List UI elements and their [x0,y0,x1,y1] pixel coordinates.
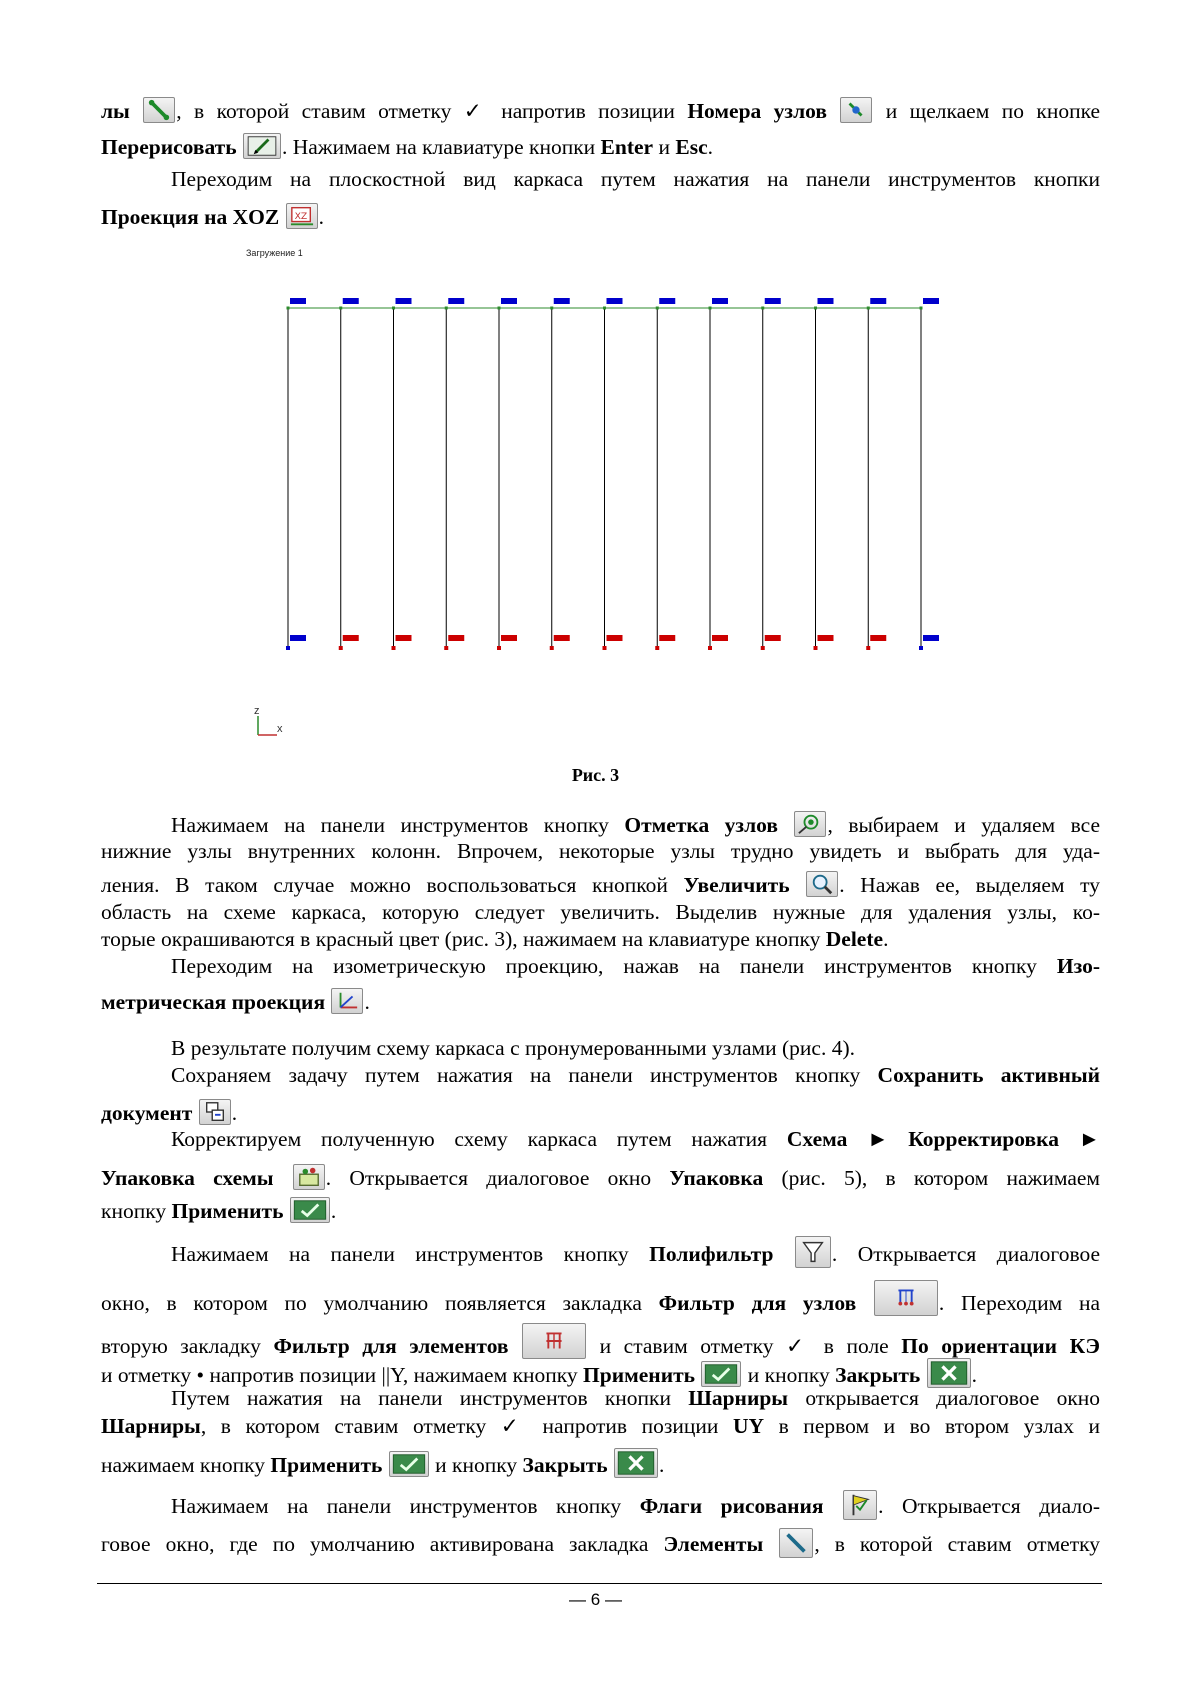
top-node-label [818,298,834,304]
frame-diagram [240,248,960,748]
text-line: метрическая проекция . [101,990,370,1014]
top-node [392,307,395,310]
svg-text:XZ: XZ [294,210,307,222]
top-node-label [554,298,570,304]
top-node [709,307,712,310]
apply-icon [290,1197,330,1223]
bottom-node-label [396,635,412,641]
bottom-node [919,646,923,650]
display-flags-icon [143,97,175,123]
top-node [339,307,342,310]
node-numbers-icon [840,97,872,123]
text-line: Корректируем полученную схему каркаса путем нажатия Схема ► Корректировка ► [171,1127,1101,1151]
bottom-node [866,646,870,650]
top-node [287,307,290,310]
top-node-label [396,298,412,304]
apply-icon [389,1451,429,1477]
text-line: лы , в которой ставим отметку ✓ напротив позиции Номера узлов и щелкаем по кнопке [101,99,1101,123]
text-line: Сохраняем задачу путем нажатия на панели инструментов кнопку Сохранить активный [171,1063,1101,1087]
pack-scheme-icon [293,1164,325,1190]
close-icon [614,1448,658,1478]
text-line: ления. В таком случае можно воспользоваться кнопкой Увеличить . Нажав ее, выделяем ту [101,873,1101,897]
bottom-node [550,646,554,650]
text-line: Путем нажатия на панели инструментов кнопки Шарниры открывается диалоговое окно [171,1386,1101,1410]
text-line: область на схеме каркаса, которую следует увеличить. Выделив нужные для удаления узлы, ко- [101,900,1100,924]
top-node-label [659,298,675,304]
text-line: окно, в котором по умолчанию появляется закладка Фильтр для узлов . Переходим на [101,1280,1100,1317]
top-node-label [607,298,623,304]
bottom-node-label [290,635,306,641]
text-line: Упаковка схемы . Открывается диалоговое окно Упаковка (рис. 5), в котором нажимаем [101,1166,1101,1190]
bottom-node [497,646,501,650]
text-line: нижние узлы внутренних колонн. Впрочем, некоторые узлы трудно увидеть и выбрать для уда- [101,839,1100,863]
bottom-node [708,646,712,650]
close-icon [927,1358,971,1388]
bottom-node-label [501,635,517,641]
text-line: Нажимаем на панели инструментов кнопку Полифильтр . Открывается диалоговое [171,1236,1100,1268]
text-line: Переходим на изометрическую проекцию, нажав на панели инструментов кнопку Изо- [171,954,1101,978]
figure-caption: Рис. 3 [571,765,620,785]
text-line: В результате получим схему каркаса с пронумерованными узлами (рис. 4). [171,1036,855,1060]
top-node [550,307,553,310]
polyfilter-icon [795,1236,831,1268]
redraw-pencil-icon [243,133,281,159]
text-line: нажимаем кнопку Применить и кнопку Закрыть . [101,1448,1100,1479]
axis-z-label: z [254,705,260,717]
text-line: Шарниры, в котором ставим отметку ✓ напротив позиции UY в первом и во втором узлах и [101,1414,1101,1438]
bottom-node-label [448,635,464,641]
bottom-node [444,646,448,650]
bottom-node [603,646,607,650]
axis-triad-icon [252,713,282,743]
bottom-node-label [343,635,359,641]
top-node [867,307,870,310]
mark-nodes-icon [794,811,826,837]
bottom-node-label [554,635,570,641]
top-node-label [712,298,728,304]
top-node [814,307,817,310]
bottom-node [286,646,290,650]
top-node-label [448,298,464,304]
bottom-node [339,646,343,650]
bottom-node [761,646,765,650]
top-node-label [765,298,781,304]
text-line: торые окрашиваются в красный цвет (рис. 3), нажимаем на клавиатуре кнопку Delete. [101,927,889,951]
top-node [445,307,448,310]
isometric-projection-icon [331,988,363,1014]
text-line: Перерисовать . Нажимаем на клавиатуре кнопки Enter и Esc. [101,135,713,159]
text-line: Переходим на плоскостной вид каркаса путем нажатия на панели инструментов кнопки [171,167,1100,191]
bottom-node-label [870,635,886,641]
axis-x-label: x [277,723,283,735]
top-node-label [290,298,306,304]
top-node-label [501,298,517,304]
bottom-node-label [818,635,834,641]
top-node-label [870,298,886,304]
node-filter-tab-icon [874,1280,938,1316]
text-line: документ . [101,1101,238,1125]
text-line: Проекция на XOZ XZ . [101,205,324,229]
text-line: вторую закладку Фильтр для элементов и ставим отметку ✓ в поле По ориентации КЭ [101,1323,1100,1360]
bottom-node [392,646,396,650]
text-line: и отметку • напротив позиции ||Y, нажимаем кнопку Применить и кнопку Закрыть . [101,1358,1100,1389]
text-line: говое окно, где по умолчанию активирована закладка Элементы , в которой ставим отметку [101,1528,1100,1558]
bottom-node-label [659,635,675,641]
bottom-node-label [765,635,781,641]
top-node [761,307,764,310]
apply-icon [701,1361,741,1387]
text-line: Нажимаем на панели инструментов кнопку Отметка узлов , выбираем и удаляем все [171,813,1101,837]
projection-xoz-icon [286,203,318,229]
elements-tab-icon [779,1528,813,1558]
element-filter-tab-icon [522,1323,586,1359]
footer-rule [97,1583,1102,1584]
bottom-node [814,646,818,650]
page-number: — 6 — [569,1590,622,1609]
drawing-flags-icon [843,1490,877,1520]
top-node [920,307,923,310]
load-case-label: Загружение 1 [246,248,303,258]
save-document-icon [199,1099,231,1125]
top-node [603,307,606,310]
bottom-node-label [923,635,939,641]
top-node-label [923,298,939,304]
top-node-label [343,298,359,304]
bottom-node-label [607,635,623,641]
frame-scheme-figure [240,248,960,748]
top-node [498,307,501,310]
text-line: кнопку Применить . [101,1199,337,1223]
top-node [656,307,659,310]
bottom-node [655,646,659,650]
zoom-icon [806,871,838,897]
text-line: Нажимаем на панели инструментов кнопку Флаги рисования . Открывается диало- [171,1490,1100,1520]
bottom-node-label [712,635,728,641]
